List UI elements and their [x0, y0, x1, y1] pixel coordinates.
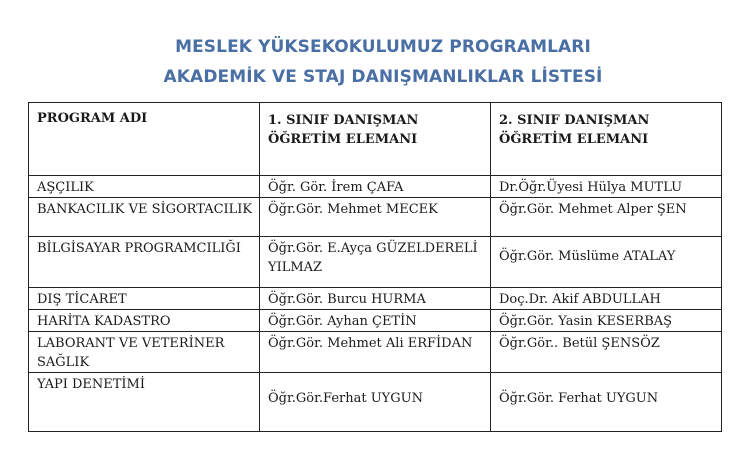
table-row: [29, 237, 722, 288]
page-subtitle: AKADEMİK VE STAJ DANIŞMANLIKLAR LİSTESİ: [163, 67, 603, 87]
program-name: AŞÇILIK: [29, 176, 260, 198]
year1-advisor: Öğr.Gör. E.Ayça GÜZELDERELİ YILMAZ: [260, 237, 491, 288]
program-name: DIŞ TİCARET: [29, 288, 260, 310]
table-row: [29, 198, 722, 237]
year1-advisor: Öğr.Gör. Mehmet Ali ERFİDAN: [260, 332, 491, 373]
table-row: [29, 332, 722, 373]
year1-advisor: Öğr.Gör. Ayhan ÇETİN: [260, 310, 491, 332]
table-header-row: [29, 103, 722, 176]
program-name: HARİTA KADASTRO: [29, 310, 260, 332]
year2-advisor: Öğr.Gör. Mehmet Alper ŞEN: [491, 198, 722, 237]
page-title: MESLEK YÜKSEKOKULUMUZ PROGRAMLARI: [175, 37, 591, 57]
year2-advisor: Öğr.Gör. Ferhat UYGUN: [491, 373, 722, 432]
table-row: [29, 310, 722, 332]
year2-advisor: Öğr.Gör. Yasin KESERBAŞ: [491, 310, 722, 332]
column-header-program: PROGRAM ADI: [29, 103, 260, 176]
program-name: BİLGİSAYAR PROGRAMCILIĞI: [29, 237, 260, 288]
table-row: [29, 176, 722, 198]
year1-advisor: Öğr.Gör. Burcu HURMA: [260, 288, 491, 310]
year1-advisor: Öğr. Gör. İrem ÇAFA: [260, 176, 491, 198]
year2-advisor: Öğr.Gör.. Betül ŞENSÖZ: [491, 332, 722, 373]
table-row: [29, 288, 722, 310]
table-row: [29, 373, 722, 432]
program-name: BANKACILIK VE SİGORTACILIK: [29, 198, 260, 237]
program-name: LABORANT VE VETERİNER SAĞLIK: [29, 332, 260, 373]
year2-advisor: Öğr.Gör. Müslüme ATALAY: [491, 237, 722, 288]
year1-advisor: Öğr.Gör.Ferhat UYGUN: [260, 373, 491, 432]
advisor-table: [28, 102, 722, 432]
year1-advisor: Öğr.Gör. Mehmet MECEK: [260, 198, 491, 237]
column-header-year1: 1. SINIF DANIŞMAN ÖĞRETİM ELEMANI: [260, 103, 491, 176]
column-header-year2: 2. SINIF DANIŞMAN ÖĞRETİM ELEMANI: [491, 103, 722, 176]
year2-advisor: Doç.Dr. Akif ABDULLAH: [491, 288, 722, 310]
program-name: YAPI DENETİMİ: [29, 373, 260, 432]
year2-advisor: Dr.Öğr.Üyesi Hülya MUTLU: [491, 176, 722, 198]
